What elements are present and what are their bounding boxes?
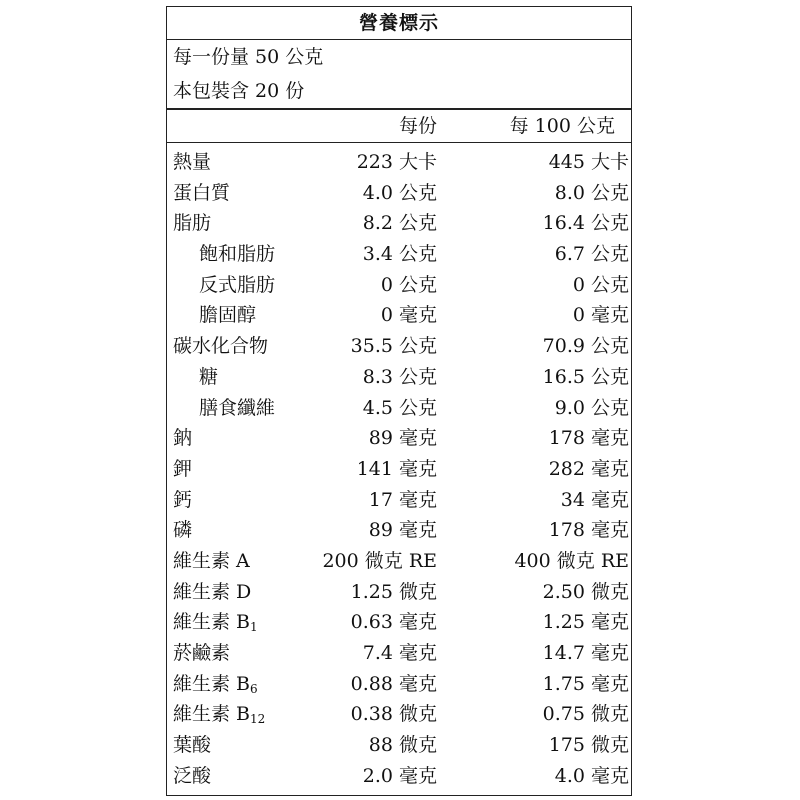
nutrient-subscript: 12 bbox=[250, 712, 266, 727]
per-serving-value: 8.2 公克 bbox=[362, 212, 437, 235]
nutrient-row bbox=[167, 178, 631, 209]
nutrient-name-text: 維生素 D bbox=[173, 580, 252, 603]
nutrient-name bbox=[173, 730, 211, 761]
nutrient-name-text: 磷 bbox=[173, 519, 193, 542]
nutrient-name-text: 膽固醇 bbox=[199, 304, 257, 327]
nutrient-name bbox=[173, 208, 211, 239]
nutrient-name bbox=[199, 270, 275, 301]
per-100g-value: 2.50 微克 bbox=[542, 580, 629, 603]
per-100g-value: 0.75 微克 bbox=[542, 703, 629, 726]
nutrient-name-text: 反式脂肪 bbox=[199, 273, 276, 296]
nutrient-row bbox=[167, 423, 631, 454]
nutrient-row bbox=[167, 300, 631, 331]
nutrient-name bbox=[173, 485, 192, 516]
per-serving-value: 2.0 毫克 bbox=[362, 764, 437, 787]
per-serving-value: 0 毫克 bbox=[380, 304, 437, 327]
per-serving-value: 35.5 公克 bbox=[350, 335, 437, 358]
per-100g-value: 14.7 毫克 bbox=[542, 642, 629, 664]
nutrient-name bbox=[199, 300, 256, 331]
nutrient-row bbox=[167, 270, 631, 301]
per-100g-value: 0 毫克 bbox=[572, 304, 629, 327]
nutrient-row bbox=[167, 515, 631, 546]
per-serving-value: 8.3 公克 bbox=[362, 365, 437, 388]
per-100g-value: 445 大卡 bbox=[548, 151, 629, 173]
nutrient-name bbox=[173, 454, 192, 485]
per-100g-header: 每 100 公克 bbox=[509, 115, 615, 137]
per-100g-value: 16.4 公克 bbox=[542, 212, 629, 235]
nutrient-name-text: 膳食纖維 bbox=[199, 396, 276, 419]
nutrient-name bbox=[173, 761, 211, 792]
nutrient-name-text: 糖 bbox=[199, 365, 219, 388]
nutrient-row bbox=[167, 208, 631, 239]
per-serving-header: 每份 bbox=[398, 115, 437, 137]
nutrient-row bbox=[167, 669, 631, 700]
nutrient-name bbox=[173, 515, 192, 546]
per-100g-value: 34 毫克 bbox=[560, 488, 629, 511]
per-serving-value: 4.5 公克 bbox=[362, 396, 437, 419]
nutrient-row bbox=[167, 607, 631, 638]
per-serving-value: 89 毫克 bbox=[368, 427, 437, 450]
nutrient-row bbox=[167, 454, 631, 485]
nutrient-name bbox=[199, 239, 275, 270]
per-100g-value: 175 微克 bbox=[548, 734, 629, 757]
per-100g-value: 8.0 公克 bbox=[554, 181, 629, 204]
serving-size: 每一份量 50 公克 bbox=[173, 46, 324, 68]
serving-info bbox=[167, 40, 631, 108]
nutrient-name-text: 脂肪 bbox=[173, 212, 212, 235]
nutrient-name bbox=[173, 178, 230, 209]
per-serving-value: 88 微克 bbox=[368, 734, 437, 757]
per-serving-value: 200 微克 RE bbox=[322, 549, 437, 572]
nutrient-row bbox=[167, 761, 631, 792]
per-100g-value: 4.0 毫克 bbox=[554, 764, 629, 787]
nutrition-label bbox=[166, 6, 632, 796]
nutrient-row bbox=[167, 638, 631, 669]
column-header bbox=[167, 110, 631, 143]
nutrient-name bbox=[173, 331, 268, 362]
nutrient-row bbox=[167, 730, 631, 761]
per-serving-value: 4.0 公克 bbox=[362, 181, 437, 204]
per-serving-value: 0.63 毫克 bbox=[350, 611, 437, 634]
servings-per-package: 本包裝含 20 份 bbox=[173, 80, 305, 102]
per-serving-value: 17 毫克 bbox=[368, 488, 437, 511]
per-serving-value: 0.88 毫克 bbox=[350, 672, 437, 695]
nutrient-name-text: 鈣 bbox=[173, 488, 193, 511]
nutrient-name-text: 碳水化合物 bbox=[173, 335, 269, 358]
nutrient-row bbox=[167, 147, 631, 178]
label-title: 營養標示 bbox=[167, 7, 631, 40]
nutrient-name-text: 維生素 A bbox=[173, 549, 250, 572]
per-100g-value: 70.9 公克 bbox=[542, 335, 629, 358]
nutrient-name-text: 泛酸 bbox=[173, 764, 212, 787]
per-100g-value: 0 公克 bbox=[572, 273, 629, 296]
nutrient-name bbox=[173, 147, 211, 178]
per-100g-value: 16.5 公克 bbox=[542, 365, 629, 388]
per-100g-value: 9.0 公克 bbox=[554, 396, 629, 419]
nutrient-name-text: 葉酸 bbox=[173, 734, 212, 757]
nutrient-name-text: 蛋白質 bbox=[173, 181, 231, 204]
nutrient-name bbox=[199, 393, 275, 424]
nutrient-row bbox=[167, 699, 631, 730]
per-serving-value: 1.25 微克 bbox=[350, 580, 437, 603]
nutrient-name-text: 維生素 B bbox=[173, 672, 251, 695]
nutrient-name-text: 飽和脂肪 bbox=[199, 243, 276, 266]
nutrient-name bbox=[173, 638, 230, 669]
nutrient-name bbox=[199, 362, 218, 393]
nutrient-name-text: 菸鹼素 bbox=[173, 642, 231, 664]
nutrient-name bbox=[173, 577, 251, 608]
per-100g-value: 178 毫克 bbox=[548, 427, 629, 450]
per-serving-value: 223 大卡 bbox=[356, 151, 437, 173]
nutrient-row bbox=[167, 362, 631, 393]
per-serving-value: 7.4 毫克 bbox=[362, 642, 437, 664]
per-100g-value: 1.25 毫克 bbox=[542, 611, 629, 634]
nutrient-row bbox=[167, 331, 631, 362]
nutrient-row bbox=[167, 546, 631, 577]
nutrient-table bbox=[167, 143, 631, 791]
per-100g-value: 6.7 公克 bbox=[554, 243, 629, 266]
per-100g-value: 282 毫克 bbox=[548, 457, 629, 480]
nutrient-name bbox=[173, 423, 192, 454]
nutrient-name-text: 熱量 bbox=[173, 151, 212, 173]
nutrient-name-text: 維生素 B bbox=[173, 703, 251, 726]
per-100g-value: 1.75 毫克 bbox=[542, 672, 629, 695]
nutrient-row bbox=[167, 485, 631, 516]
nutrient-name-text: 鈉 bbox=[173, 427, 193, 450]
nutrient-name-text: 鉀 bbox=[173, 457, 193, 480]
nutrient-row bbox=[167, 239, 631, 270]
per-serving-value: 0 公克 bbox=[380, 273, 437, 296]
per-serving-value: 141 毫克 bbox=[356, 457, 437, 480]
nutrient-name-text: 維生素 B bbox=[173, 611, 251, 634]
per-serving-value: 89 毫克 bbox=[368, 519, 437, 542]
nutrient-subscript: 6 bbox=[250, 681, 258, 696]
per-serving-value: 3.4 公克 bbox=[362, 243, 437, 266]
nutrient-name bbox=[173, 546, 250, 577]
nutrient-subscript: 1 bbox=[250, 620, 258, 635]
per-serving-value: 0.38 微克 bbox=[350, 703, 437, 726]
nutrient-row bbox=[167, 393, 631, 424]
nutrient-row bbox=[167, 577, 631, 608]
per-100g-value: 178 毫克 bbox=[548, 519, 629, 542]
per-100g-value: 400 微克 RE bbox=[514, 549, 629, 572]
